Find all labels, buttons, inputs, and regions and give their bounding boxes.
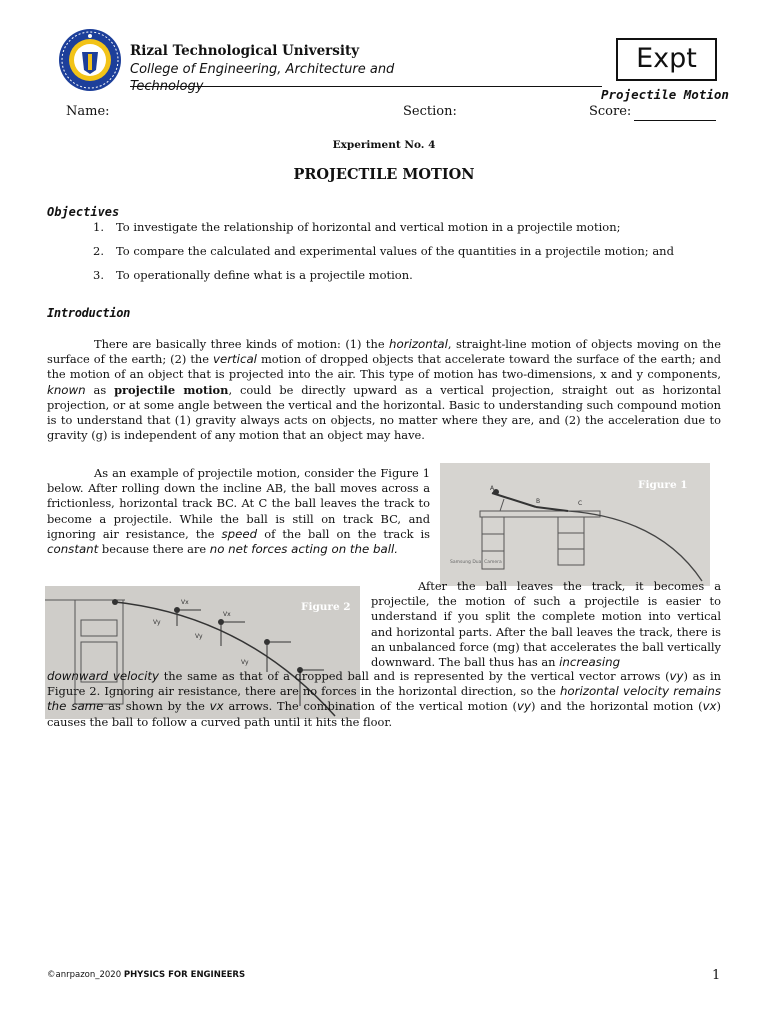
figure-1-photo: [440, 463, 710, 586]
text-run: ) as in Figure 2. Ignoring air resistance, there are no forces in the horizontal direction, so the: [47, 669, 721, 699]
italic-term: vx: [702, 699, 717, 714]
expt-subtitle: Projectile Motion: [601, 87, 729, 102]
italic-term: vertical: [212, 352, 257, 367]
text-run: , straight-line motion of objects moving on the surface of the earth; (2) the: [47, 337, 721, 367]
section-label: Section:: [403, 104, 457, 119]
continued-paragraph: [47, 669, 721, 730]
text-run: There are basically three kinds of motion: (1) the: [94, 337, 390, 351]
score-blank-line: [634, 120, 716, 121]
course-name: PHYSICS FOR ENGINEERS: [123, 970, 246, 980]
text-run: because there are: [98, 542, 210, 557]
example-paragraph: [47, 466, 430, 557]
objective-item: [93, 244, 674, 258]
point-b-label: B: [536, 498, 541, 505]
footer: [47, 970, 245, 980]
experiment-number: Experiment No. 4: [332, 139, 436, 151]
page-title: PROJECTILE MOTION: [293, 166, 475, 183]
italic-term: vx: [209, 699, 224, 714]
objective-item: [93, 268, 413, 282]
text-run: the same as that of a dropped ball and is represented by the vertical vector arrows (: [159, 669, 670, 683]
italic-term: horizontal velocity remains the same: [47, 684, 721, 714]
camera-watermark: Samsung Dual Camera: [450, 560, 502, 565]
objectives-heading: Objectives: [47, 205, 120, 219]
objective-item: [93, 220, 620, 234]
college-name: College of Engineering, Architecture and Technology: [130, 62, 395, 94]
objective-text: To operationally define what is a projectile motion.: [116, 268, 413, 282]
italic-term: no net forces acting on the ball.: [209, 542, 399, 557]
page-number: 1: [712, 968, 721, 983]
score-label: Score:: [589, 104, 632, 119]
objective-text: To investigate the relationship of horizontal and vertical motion in a projectile motion;: [116, 220, 621, 234]
vy-label: Vy: [195, 633, 203, 640]
text-run: ) causes the ball to follow a curved path until it hits the floor.: [47, 699, 721, 729]
copyright-text: ©anrpazon_2020: [47, 970, 122, 980]
figure-1-label: Figure 1: [638, 479, 688, 491]
introduction-heading: Introduction: [47, 306, 131, 320]
bold-term: projectile motion: [114, 382, 229, 397]
objective-number: 1.: [93, 220, 104, 234]
italic-term: constant: [47, 542, 99, 557]
objective-text: To compare the calculated and experimental values of the quantities in a projectile motion; and: [116, 244, 674, 258]
italic-term: known: [47, 382, 86, 397]
text-run: , could be directly upward as a vertical projection, straight out as horizontal projection, or at some angle between the vertical and the horizontal. Basic to understanding such compound motion is to understand that (1) gravity always acts on objects, no matter where they are, and (2) the acceleration due to gravity (g) is independent of any motion that an object may have.: [47, 382, 721, 443]
figure-2-label: Figure 2: [301, 601, 351, 613]
text-run: ) and the horizontal motion (: [530, 699, 703, 714]
university-name: Rizal Technological University: [130, 43, 360, 59]
objective-number: 3.: [93, 268, 104, 282]
point-a-label: A: [490, 485, 495, 492]
text-run: as shown by the: [103, 699, 210, 714]
text-run: arrows. The combination of the vertical motion (: [223, 699, 517, 714]
header-rule: [130, 86, 602, 87]
vy-label: Vy: [241, 659, 249, 666]
text-run: as: [85, 382, 115, 397]
italic-term: downward velocity: [47, 669, 159, 683]
text-run: After the ball leaves the track, it becomes a projectile, the motion of such a projectile is easier to understand if you split the complete motion into vertical and horizontal parts. After the ball leaves the track, there is an unbalanced force (mg) that accelerates the ball vertically downward. The ball thus has an: [371, 579, 721, 670]
objective-number: 2.: [93, 244, 104, 258]
after-paragraph: [371, 579, 721, 670]
text-run: motion of dropped objects that accelerate toward the surface of the earth; and the motion of an object that is projected into the air. This type of motion has two-dimensions, x and y components,: [47, 352, 721, 382]
text-run: As an example of projectile motion, consider the Figure 1 below. After rolling down the incline AB, the ball moves across a frictionless, horizontal track BC. At C the ball leaves the track to become a projectile. While the ball is still on track BC, and ignoring air resistance, the: [47, 466, 430, 541]
italic-term: speed: [221, 526, 258, 541]
intro-paragraph: [47, 337, 721, 443]
university-seal-logo: [58, 28, 122, 92]
italic-term: vy: [517, 699, 531, 714]
vx-label: Vx: [223, 611, 231, 618]
expt-box: Expt: [616, 38, 717, 81]
text-run: of the ball on the track is: [257, 526, 431, 541]
point-c-label: C: [578, 500, 583, 507]
vx-label: Vx: [181, 599, 189, 606]
italic-term: horizontal: [389, 337, 448, 351]
italic-term: vy: [669, 669, 684, 683]
name-label: Name:: [66, 104, 110, 119]
italic-term: increasing: [559, 655, 621, 670]
vy-label: Vy: [153, 619, 161, 626]
